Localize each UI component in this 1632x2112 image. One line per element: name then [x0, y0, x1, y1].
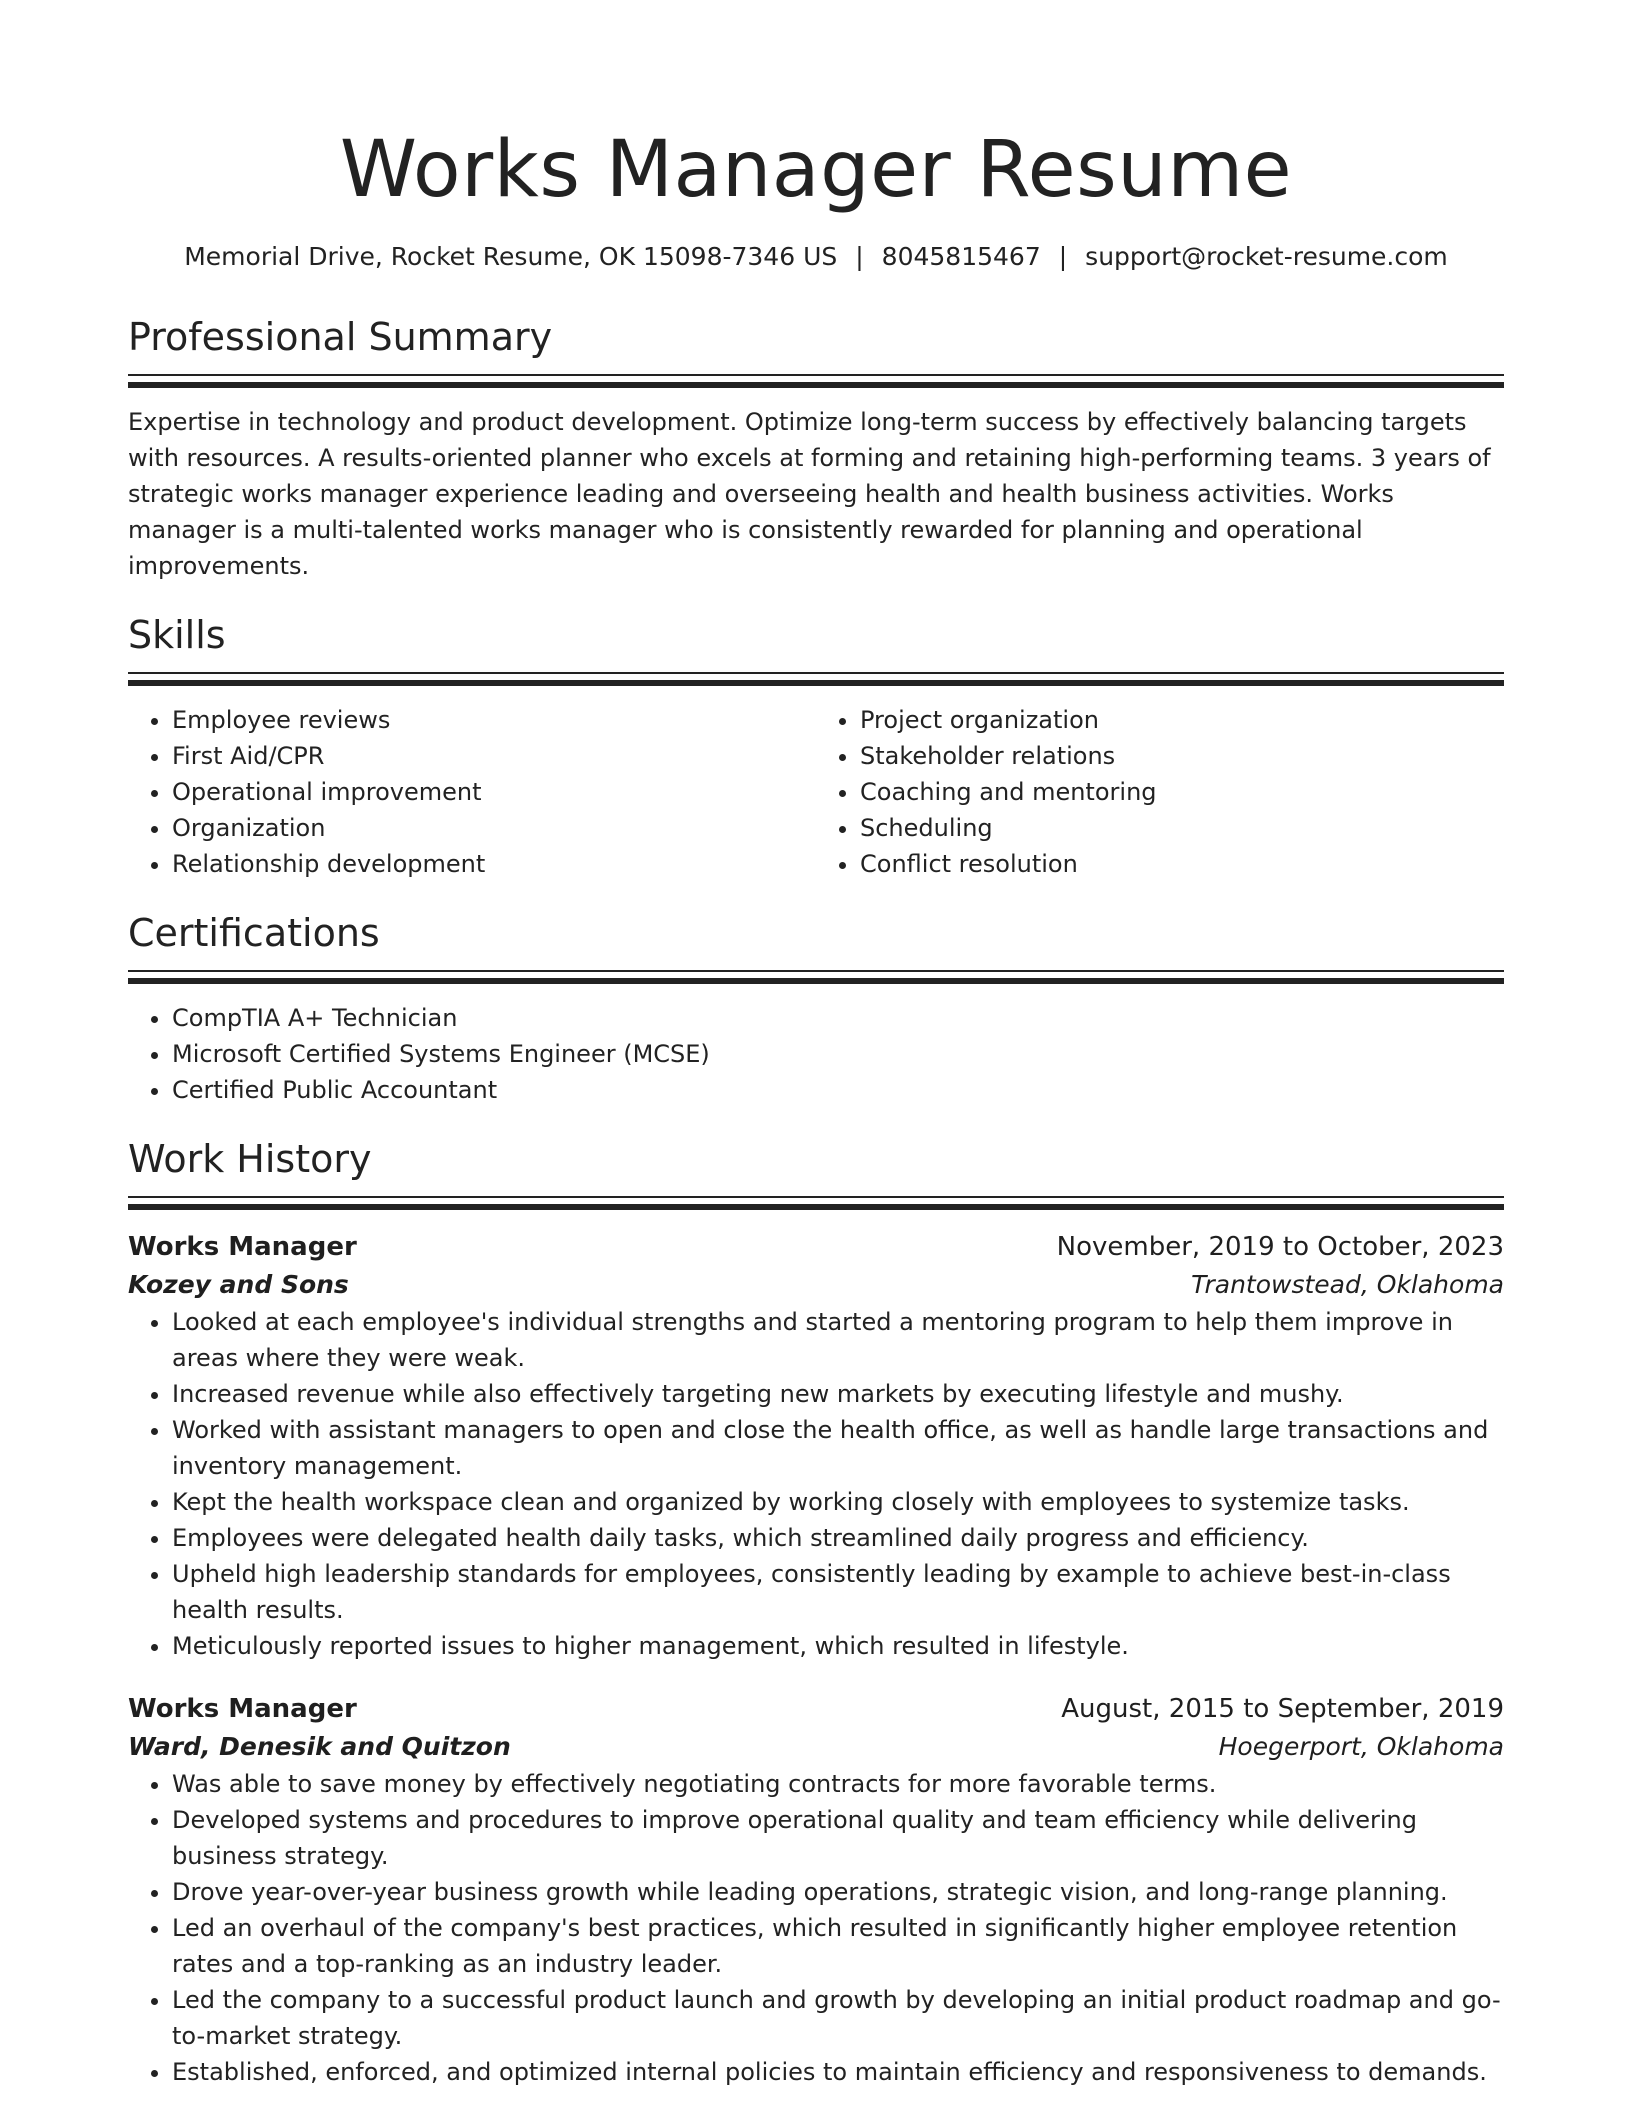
work-history-section: [128, 1136, 1504, 2090]
job-bullet: • Meticulously reported issues to higher management, which resulted in lifestyle.: [172, 1628, 1504, 1664]
job-dates: August, 2015 to September, 2019: [1061, 1694, 1504, 1724]
job-entry: [128, 1228, 1504, 1664]
resume-content: [128, 0, 1504, 2090]
job-bullets: [128, 1766, 1504, 2090]
certification-item: • Microsoft Certified Systems Engineer (MCSE): [172, 1036, 1504, 1072]
job-bullet: • Employees were delegated health daily tasks, which streamlined daily progress and efficiency.: [172, 1520, 1504, 1556]
skill-item: • Operational improvement: [172, 774, 816, 810]
job-bullets: [128, 1304, 1504, 1664]
job-subheader: [128, 1266, 1504, 1304]
job-dates: November, 2019 to October, 2023: [1056, 1232, 1504, 1262]
section-title-certifications: Certifications: [128, 911, 380, 955]
section-divider: [128, 970, 1504, 972]
job-bullet: • Increased revenue while also effectively targeting new markets by executing lifestyle and mushy.: [172, 1376, 1504, 1412]
skills-section: [128, 612, 1504, 882]
job-bullet: • Looked at each employee's individual strengths and started a mentoring program to help them improve in areas where they were weak.: [172, 1304, 1504, 1376]
skill-item: • First Aid/CPR: [172, 738, 816, 774]
contact-line: [128, 240, 1504, 274]
job-location: Trantowstead, Oklahoma: [1191, 1270, 1504, 1299]
job-title: Works Manager: [128, 1694, 357, 1724]
skill-item: • Employee reviews: [172, 702, 816, 738]
job-bullet: • Worked with assistant managers to open and close the health office, as well as handle large transactions and inventory management.: [172, 1412, 1504, 1484]
job-bullet: • Was able to save money by effectively negotiating contracts for more favorable terms.: [172, 1766, 1504, 1802]
skill-item: • Stakeholder relations: [860, 738, 1504, 774]
section-divider: [128, 382, 1504, 388]
skill-item: • Project organization: [860, 702, 1504, 738]
contact-separator: |: [855, 242, 864, 271]
contact-separator: |: [1058, 242, 1068, 271]
certifications-list: [128, 1000, 1504, 1108]
job-bullet: • Led an overhaul of the company's best practices, which resulted in significantly higher employee retention rates and a top-ranking as an industry leader.: [172, 1910, 1504, 1982]
job-bullet: • Led the company to a successful product launch and growth by developing an initial product roadmap and go-to-market strategy.: [172, 1982, 1504, 2054]
job-bullet: • Drove year-over-year business growth while leading operations, strategic vision, and long-range planning.: [172, 1874, 1504, 1910]
contact-email: support@rocket-resume.com: [1085, 242, 1448, 271]
job-company: Ward, Denesik and Quitzon: [128, 1732, 511, 1761]
section-divider: [128, 672, 1504, 674]
job-bullet: • Kept the health workspace clean and organized by working closely with employees to systemize tasks.: [172, 1484, 1504, 1520]
contact-address: Memorial Drive, Rocket Resume, OK 15098-7346 US: [184, 242, 838, 271]
job-entry: [128, 1690, 1504, 2090]
skill-item: • Conflict resolution: [860, 846, 1504, 882]
skill-item: • Relationship development: [172, 846, 816, 882]
certification-item: • Certified Public Accountant: [172, 1072, 1504, 1108]
resume-title: Works Manager Resume: [339, 125, 1293, 215]
certification-item: • CompTIA A+ Technician: [172, 1000, 1504, 1036]
job-company: Kozey and Sons: [128, 1270, 349, 1299]
skill-item: • Coaching and mentoring: [860, 774, 1504, 810]
skill-item: • Scheduling: [860, 810, 1504, 846]
job-bullet: • Developed systems and procedures to improve operational quality and team efficiency while delivering business strategy.: [172, 1802, 1504, 1874]
section-title-skills: Skills: [128, 613, 226, 657]
skills-list-left: [128, 702, 816, 882]
job-bullet: • Established, enforced, and optimized internal policies to maintain efficiency and responsiveness to demands.: [172, 2054, 1504, 2090]
section-divider: [128, 1196, 1504, 1198]
contact-phone: 8045815467: [881, 242, 1041, 271]
summary-text: Expertise in technology and product development. Optimize long-term success by effectively balancing targets with resources. A results-oriented planner who excels at forming and retaining high-performing teams. 3 years of strategic works manager experience leading and overseeing health and health business activities. Works manager is a multi-talented works manager who is consistently rewarded for planning and operational improvements.: [128, 408, 1491, 580]
job-location: Hoegerport, Oklahoma: [1218, 1732, 1504, 1761]
section-divider: [128, 978, 1504, 984]
skills-columns: [128, 702, 1504, 882]
job-header: [128, 1228, 1504, 1266]
section-title-summary: Professional Summary: [128, 315, 553, 359]
section-divider: [128, 374, 1504, 376]
job-subheader: [128, 1728, 1504, 1766]
section-title-work-history: Work History: [128, 1137, 372, 1181]
summary-section: [128, 314, 1504, 584]
section-divider: [128, 1204, 1504, 1210]
section-divider: [128, 680, 1504, 686]
job-title: Works Manager: [128, 1232, 357, 1262]
skills-list-right: [816, 702, 1504, 882]
job-bullet: • Upheld high leadership standards for employees, consistently leading by example to achieve best-in-class health results.: [172, 1556, 1504, 1628]
job-header: [128, 1690, 1504, 1728]
certifications-section: [128, 910, 1504, 1108]
skill-item: • Organization: [172, 810, 816, 846]
